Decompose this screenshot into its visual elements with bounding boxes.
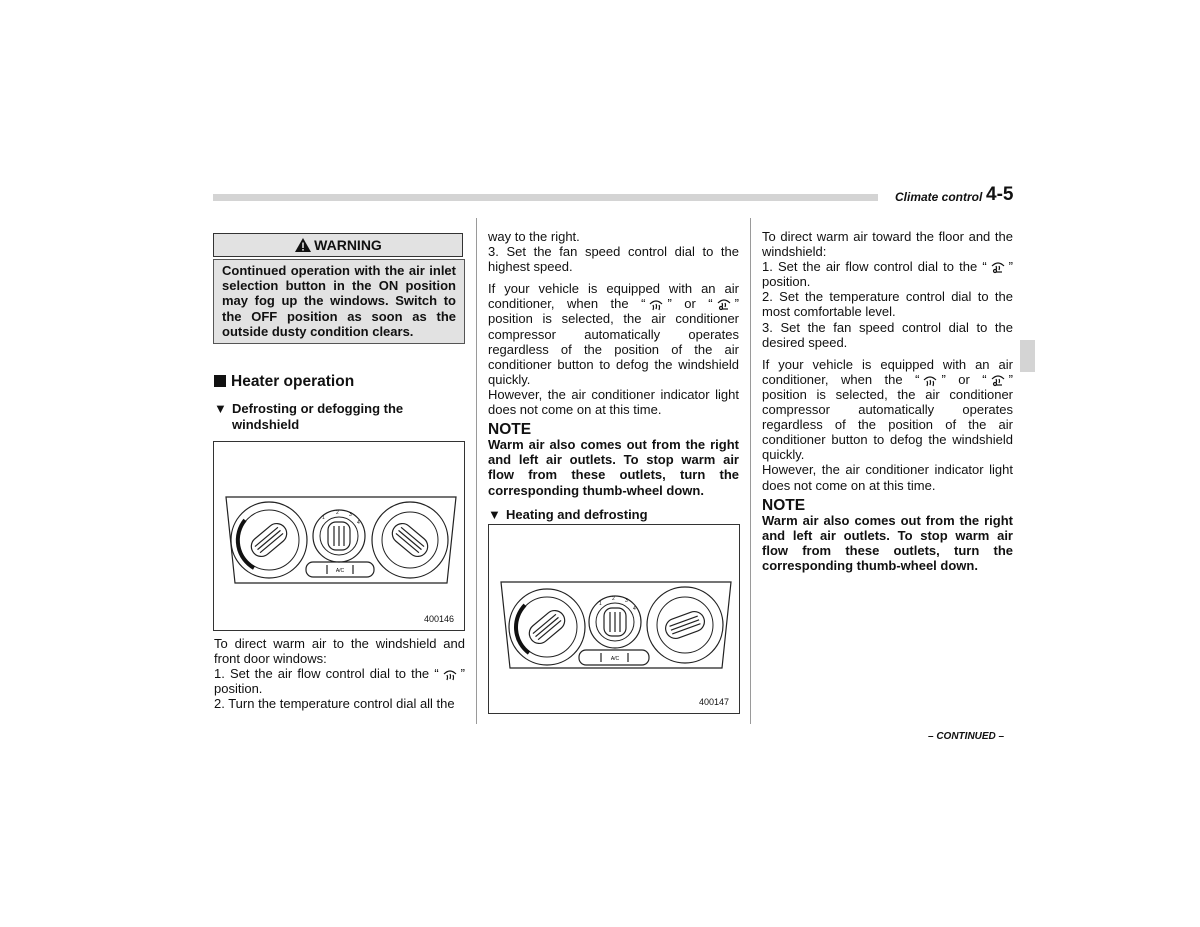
section-title: Climate control (895, 190, 983, 204)
col3-note-heading: NOTE (762, 496, 806, 514)
defrost-heading: ▼ Defrosting or defogging the windshield (214, 401, 404, 432)
heater-operation-heading: Heater operation (214, 373, 354, 391)
col3-note-text: Warm air also comes out from the right and left air outlets. To stop warm air flow from these outlets, turn the corresponding thumb-wheel down. (762, 512, 1013, 573)
header-rule (213, 194, 878, 201)
col3-step2: 2. Set the temperature control dial to the most comfortable level. (762, 289, 1013, 320)
defrost-icon (442, 667, 458, 681)
col3-intro: To direct warm air toward the floor and the windshield: (762, 229, 1013, 260)
fan-tick-4: 4 (357, 520, 360, 526)
figure-code: 400146 (424, 614, 455, 624)
fan-tick-3: 3 (349, 512, 352, 518)
ac-label: A/C (610, 656, 620, 662)
climate-panel-illustration (489, 525, 739, 713)
col3-ac-indicator: However, the air conditioner indicator light does not come on at this time. (762, 462, 1013, 493)
fan-tick-1: 1 (322, 515, 325, 521)
col1-intro: To direct warm air to the windshield and front door windows: (214, 636, 465, 667)
col2-ac-indicator: However, the air conditioner indicator light does not come on at this time. (488, 386, 739, 418)
col2-note-heading: NOTE (488, 421, 532, 439)
column-divider-1 (476, 218, 477, 724)
warning-label: WARNING (314, 237, 382, 253)
column-3-text (762, 229, 1013, 573)
figure-code: 400147 (699, 697, 730, 707)
climate-panel-illustration (214, 442, 464, 630)
col3-step3: 3. Set the fan speed control dial to the desired speed. (762, 319, 1013, 350)
fan-tick-2: 2 (336, 510, 339, 516)
col1-step1: 1. Set the air flow control dial to the “ ” position. (214, 666, 465, 697)
col2-cont: way to the right. (488, 229, 580, 244)
warning-text: Continued operation with the air inlet selection button in the ON position may fog up the windows. Switch to the OFF position as soon as the outside dusty condition clears. (213, 259, 465, 344)
heating-defrosting-heading: ▼ Heating and defrosting (488, 506, 648, 522)
col2-ac-paragraph: If your vehicle is equipped with an air conditioner, when the “ ” or “ ” position is selected, the air conditioner compressor automatically operates regardless of the position of the air conditioner button to defog the windshield quickly. (488, 281, 739, 387)
defrost-floor-icon (990, 373, 1006, 387)
fan-tick-4: 4 (633, 606, 636, 612)
continued-marker: – CONTINUED – (928, 731, 1005, 742)
fan-tick-1: 1 (599, 601, 602, 607)
defrost-icon (648, 297, 664, 311)
column-divider-2 (750, 218, 751, 724)
fan-tick-2: 2 (612, 596, 615, 602)
col1-step2: 2. Turn the temperature control dial all the (214, 696, 455, 712)
col3-step1: 1. Set the air flow control dial to the “ ” position. (762, 259, 1013, 290)
ac-label: A/C (335, 568, 345, 574)
page-number: 4-5 (986, 184, 1014, 205)
column-1-text (214, 636, 465, 711)
defrost-floor-icon (716, 297, 732, 311)
column-2-text (488, 229, 739, 522)
figure-400146 (213, 441, 465, 631)
defrost-floor-icon (990, 260, 1006, 274)
figure-400147 (488, 524, 740, 714)
col2-note-text: Warm air also comes out from the right and left air outlets. To stop warm air flow from these outlets, turn the corresponding thumb-wheel down. (488, 437, 739, 498)
defrost-icon (922, 373, 938, 387)
chapter-tab (1020, 340, 1035, 372)
fan-tick-3: 3 (625, 598, 628, 604)
col2-step3: 3. Set the fan speed control dial to the highest speed. (488, 244, 739, 275)
col3-ac-paragraph: If your vehicle is equipped with an air conditioner, when the “ ” or “ ” position is selected, the air conditioner compressor automatically operates regardless of the position of the air conditioner button to defog the windshield quickly. (762, 356, 1013, 463)
warning-triangle-icon (294, 237, 312, 253)
warning-header (213, 233, 463, 257)
